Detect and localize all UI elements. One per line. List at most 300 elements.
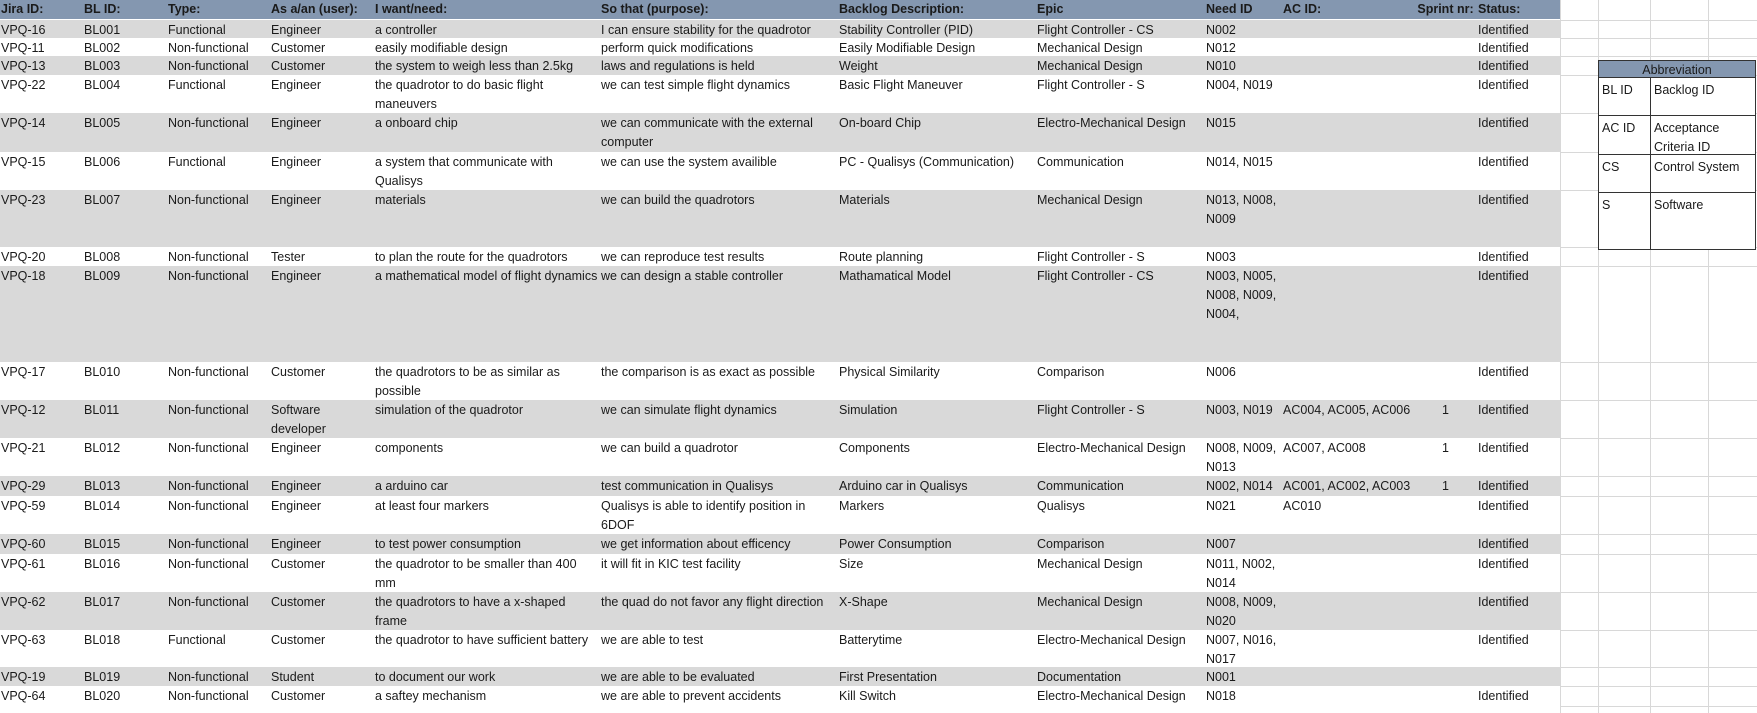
- table-row[interactable]: [0, 152, 1560, 190]
- cell-type[interactable]: Non-functional: [168, 365, 249, 379]
- cell-jira[interactable]: VPQ-14: [1, 116, 46, 130]
- header-want[interactable]: I want/need:: [375, 2, 448, 16]
- cell-as[interactable]: Student: [271, 670, 315, 684]
- cell-status[interactable]: Identified: [1478, 633, 1529, 647]
- table-row[interactable]: [0, 476, 1560, 496]
- abbreviation-key[interactable]: BL ID: [1599, 78, 1651, 115]
- cell-ac[interactable]: [1282, 667, 1413, 686]
- cell-as[interactable]: Engineer: [271, 155, 322, 169]
- cell-status[interactable]: Identified: [1478, 193, 1529, 207]
- cell-type[interactable]: Non-functional: [168, 689, 249, 703]
- cell-status[interactable]: Identified: [1478, 557, 1529, 571]
- cell-so[interactable]: we can simulate flight dynamics: [601, 403, 777, 417]
- table-row[interactable]: [0, 438, 1560, 476]
- cell-need[interactable]: N007: [1206, 537, 1236, 551]
- cell-type[interactable]: Functional: [168, 78, 226, 92]
- cell-jira[interactable]: VPQ-12: [1, 403, 46, 417]
- cell-sprint[interactable]: [1414, 113, 1476, 152]
- cell-backlog[interactable]: Mathamatical Model: [839, 269, 951, 283]
- cell-bl[interactable]: BL003: [84, 59, 121, 73]
- cell-so[interactable]: we can build the quadrotors: [601, 193, 755, 207]
- cell-status[interactable]: Identified: [1478, 499, 1529, 513]
- cell-jira[interactable]: VPQ-15: [1, 155, 46, 169]
- cell-want[interactable]: to document our work: [375, 670, 496, 684]
- cell-epic[interactable]: Mechanical Design: [1037, 193, 1143, 207]
- cell-status[interactable]: Identified: [1478, 441, 1529, 455]
- cell-need[interactable]: N002, N014: [1206, 479, 1273, 493]
- cell-want[interactable]: the quadrotor to do basic flight maneuvers: [375, 78, 544, 111]
- cell-type[interactable]: Functional: [168, 23, 226, 37]
- cell-want[interactable]: a saftey mechanism: [375, 689, 487, 703]
- cell-as[interactable]: Engineer: [271, 116, 322, 130]
- cell-sprint[interactable]: [1414, 152, 1476, 190]
- cell-need[interactable]: N013, N008, N009: [1206, 193, 1277, 226]
- cell-jira[interactable]: VPQ-21: [1, 441, 46, 455]
- cell-epic[interactable]: Mechanical Design: [1037, 557, 1143, 571]
- cell-sprint[interactable]: 1: [1442, 479, 1449, 493]
- grid-line: [1560, 686, 1757, 687]
- cell-ac[interactable]: [1282, 247, 1413, 266]
- abbreviation-table: [1598, 60, 1756, 250]
- cell-bl[interactable]: BL014: [84, 499, 121, 513]
- cell-epic[interactable]: Flight Controller - S: [1037, 78, 1145, 92]
- cell-status[interactable]: Identified: [1478, 537, 1529, 551]
- cell-sprint[interactable]: [1414, 362, 1476, 400]
- cell-jira[interactable]: VPQ-18: [1, 269, 46, 283]
- abbreviation-value[interactable]: Control System: [1654, 160, 1740, 174]
- cell-epic[interactable]: Flight Controller - CS: [1037, 269, 1154, 283]
- grid-line: [1560, 400, 1757, 401]
- cell-as[interactable]: Engineer: [271, 78, 322, 92]
- cell-so[interactable]: we get information about efficency: [601, 537, 791, 551]
- table-row[interactable]: [0, 630, 1560, 667]
- cell-sprint[interactable]: [1414, 534, 1476, 554]
- cell-ac[interactable]: [1282, 630, 1413, 667]
- cell-want[interactable]: materials: [375, 193, 426, 207]
- header-ac-id[interactable]: AC ID:: [1283, 2, 1322, 16]
- header-epic[interactable]: Epic: [1037, 2, 1064, 16]
- cell-so[interactable]: we are able to prevent accidents: [601, 689, 781, 703]
- cell-need[interactable]: N010: [1206, 59, 1236, 73]
- cell-as[interactable]: Engineer: [271, 499, 322, 513]
- cell-bl[interactable]: BL016: [84, 557, 121, 571]
- cell-epic[interactable]: Electro-Mechanical Design: [1037, 689, 1186, 703]
- cell-jira[interactable]: VPQ-16: [1, 23, 46, 37]
- cell-ac[interactable]: [1282, 20, 1413, 38]
- table-row[interactable]: [0, 496, 1560, 534]
- cell-as[interactable]: Engineer: [271, 441, 322, 455]
- cell-sprint[interactable]: [1414, 592, 1476, 630]
- cell-jira[interactable]: VPQ-59: [1, 499, 46, 513]
- cell-want[interactable]: the quadrotors to have a x-shaped frame: [375, 595, 566, 628]
- cell-so[interactable]: we can communicate with the external computer: [601, 116, 813, 149]
- cell-bl[interactable]: BL015: [84, 537, 121, 551]
- cell-epic[interactable]: Documentation: [1037, 670, 1122, 684]
- cell-ac[interactable]: [1282, 554, 1413, 592]
- cell-backlog[interactable]: Route planning: [839, 250, 924, 264]
- cell-need[interactable]: N001: [1206, 670, 1236, 684]
- grid-line: [1560, 554, 1757, 555]
- table-row[interactable]: [0, 592, 1560, 630]
- cell-bl[interactable]: BL006: [84, 155, 121, 169]
- cell-bl[interactable]: BL009: [84, 269, 121, 283]
- cell-sprint[interactable]: [1414, 266, 1476, 362]
- grid-line: [1560, 706, 1757, 707]
- table-row[interactable]: [0, 20, 1560, 38]
- cell-sprint[interactable]: [1414, 630, 1476, 667]
- table-row[interactable]: [0, 190, 1560, 247]
- cell-as[interactable]: Customer: [271, 59, 326, 73]
- cell-backlog[interactable]: Batterytime: [839, 633, 903, 647]
- cell-type[interactable]: Non-functional: [168, 499, 249, 513]
- cell-type[interactable]: Non-functional: [168, 537, 249, 551]
- cell-want[interactable]: a controller: [375, 23, 437, 37]
- cell-need[interactable]: N008, N009, N020: [1206, 595, 1277, 628]
- abbreviation-row[interactable]: [1598, 193, 1756, 250]
- table-row[interactable]: [0, 113, 1560, 152]
- table-row[interactable]: [0, 686, 1560, 706]
- cell-ac[interactable]: [1282, 266, 1413, 362]
- cell-as[interactable]: Customer: [271, 595, 326, 609]
- cell-need[interactable]: N003, N005, N008, N009, N004,: [1206, 269, 1277, 321]
- cell-as[interactable]: Customer: [271, 633, 326, 647]
- cell-bl[interactable]: BL007: [84, 193, 121, 207]
- cell-want[interactable]: a mathematical model of flight dynamics: [375, 269, 598, 283]
- cell-backlog[interactable]: Stability Controller (PID): [839, 23, 974, 37]
- cell-epic[interactable]: Flight Controller - S: [1037, 250, 1145, 264]
- grid-line: [1560, 266, 1757, 267]
- cell-need[interactable]: N003: [1206, 250, 1236, 264]
- cell-type[interactable]: Functional: [168, 633, 226, 647]
- abbreviation-value[interactable]: Acceptance Criteria ID: [1654, 121, 1720, 154]
- cell-type[interactable]: Non-functional: [168, 269, 249, 283]
- cell-bl[interactable]: BL020: [84, 689, 121, 703]
- cell-bl[interactable]: BL011: [84, 403, 120, 417]
- abbreviation-value[interactable]: Backlog ID: [1654, 83, 1715, 97]
- cell-as[interactable]: Customer: [271, 689, 326, 703]
- cell-type[interactable]: Non-functional: [168, 403, 249, 417]
- grid-line: [1560, 20, 1757, 21]
- cell-bl[interactable]: BL012: [84, 441, 121, 455]
- cell-as[interactable]: Customer: [271, 365, 326, 379]
- cell-epic[interactable]: Mechanical Design: [1037, 41, 1143, 55]
- cell-status[interactable]: Identified: [1478, 479, 1529, 493]
- cell-as[interactable]: Tester: [271, 250, 306, 264]
- abbreviation-row[interactable]: [1598, 116, 1756, 155]
- abbreviation-key[interactable]: S: [1599, 193, 1651, 249]
- cell-backlog[interactable]: Arduino car in Qualisys: [839, 479, 968, 493]
- cell-bl[interactable]: BL004: [84, 78, 121, 92]
- grid-line: [1560, 38, 1757, 39]
- cell-sprint[interactable]: [1414, 75, 1476, 113]
- cell-bl[interactable]: BL008: [84, 250, 121, 264]
- header-jira-id[interactable]: Jira ID:: [1, 2, 44, 16]
- cell-ac[interactable]: AC010: [1283, 499, 1322, 513]
- header-need-id[interactable]: Need ID: [1206, 2, 1253, 16]
- cell-epic[interactable]: Communication: [1037, 479, 1124, 493]
- cell-so[interactable]: Qualisys is able to identify position in 6DOF: [601, 499, 806, 532]
- cell-jira[interactable]: VPQ-64: [1, 689, 46, 703]
- cell-sprint[interactable]: 1: [1442, 403, 1449, 417]
- header-bl-id[interactable]: BL ID:: [84, 2, 121, 16]
- cell-jira[interactable]: VPQ-29: [1, 479, 46, 493]
- cell-status[interactable]: Identified: [1478, 595, 1529, 609]
- table-row[interactable]: [0, 534, 1560, 554]
- cell-epic[interactable]: Comparison: [1037, 537, 1105, 551]
- cell-want[interactable]: to plan the route for the quadrotors: [375, 250, 568, 264]
- cell-need[interactable]: N006: [1206, 365, 1236, 379]
- cell-bl[interactable]: BL013: [84, 479, 121, 493]
- cell-jira[interactable]: VPQ-61: [1, 557, 46, 571]
- cell-want[interactable]: the system to weigh less than 2.5kg: [375, 59, 574, 73]
- grid-line: [1560, 362, 1757, 363]
- cell-type[interactable]: Non-functional: [168, 557, 249, 571]
- cell-sprint[interactable]: [1414, 38, 1476, 56]
- cell-backlog[interactable]: Easily Modifiable Design: [839, 41, 976, 55]
- cell-type[interactable]: Non-functional: [168, 441, 249, 455]
- cell-so[interactable]: we can use the system availible: [601, 155, 777, 169]
- header-user[interactable]: As a/an (user):: [271, 2, 358, 16]
- cell-want[interactable]: a onboard chip: [375, 116, 458, 130]
- cell-as[interactable]: Software developer: [271, 403, 326, 436]
- table-row[interactable]: [0, 38, 1560, 56]
- cell-type[interactable]: Non-functional: [168, 59, 249, 73]
- cell-epic[interactable]: Flight Controller - CS: [1037, 23, 1154, 37]
- cell-ac[interactable]: [1282, 190, 1413, 247]
- abbreviation-value[interactable]: Software: [1654, 198, 1704, 212]
- cell-bl[interactable]: BL001: [84, 23, 121, 37]
- cell-sprint[interactable]: [1414, 247, 1476, 266]
- cell-type[interactable]: Non-functional: [168, 670, 249, 684]
- cell-epic[interactable]: Electro-Mechanical Design: [1037, 633, 1186, 647]
- cell-type[interactable]: Functional: [168, 155, 226, 169]
- cell-status[interactable]: Identified: [1478, 78, 1529, 92]
- cell-so[interactable]: we are able to test: [601, 633, 704, 647]
- header-status[interactable]: Status:: [1478, 2, 1521, 16]
- cell-bl[interactable]: BL010: [84, 365, 121, 379]
- cell-need[interactable]: N004, N019: [1206, 78, 1273, 92]
- cell-status[interactable]: Identified: [1478, 250, 1529, 264]
- cell-need[interactable]: N014, N015: [1206, 155, 1273, 169]
- cell-bl[interactable]: BL002: [84, 41, 121, 55]
- cell-as[interactable]: Engineer: [271, 479, 322, 493]
- cell-epic[interactable]: Mechanical Design: [1037, 595, 1143, 609]
- cell-status[interactable]: Identified: [1478, 403, 1529, 417]
- cell-need[interactable]: N002: [1206, 23, 1236, 37]
- grid-line: [1560, 476, 1757, 477]
- cell-so[interactable]: we can design a stable controller: [601, 269, 784, 283]
- cell-jira[interactable]: VPQ-20: [1, 250, 46, 264]
- abbreviation-key[interactable]: AC ID: [1599, 116, 1651, 154]
- cell-jira[interactable]: VPQ-17: [1, 365, 46, 379]
- cell-jira[interactable]: VPQ-13: [1, 59, 46, 73]
- cell-ac[interactable]: [1282, 56, 1413, 75]
- cell-ac[interactable]: [1282, 534, 1413, 554]
- cell-jira[interactable]: VPQ-63: [1, 633, 46, 647]
- cell-epic[interactable]: Mechanical Design: [1037, 59, 1143, 73]
- cell-status[interactable]: Identified: [1478, 59, 1529, 73]
- cell-jira[interactable]: VPQ-22: [1, 78, 46, 92]
- cell-ac[interactable]: AC001, AC002, AC003: [1283, 479, 1411, 493]
- cell-need[interactable]: N012: [1206, 41, 1236, 55]
- header-type[interactable]: Type:: [168, 2, 201, 16]
- table-row[interactable]: [0, 400, 1560, 438]
- cell-as[interactable]: Engineer: [271, 23, 322, 37]
- cell-ac[interactable]: [1282, 152, 1413, 190]
- cell-as[interactable]: Engineer: [271, 193, 322, 207]
- cell-jira[interactable]: VPQ-23: [1, 193, 46, 207]
- cell-as[interactable]: Customer: [271, 557, 326, 571]
- cell-backlog[interactable]: Basic Flight Maneuver: [839, 78, 963, 92]
- cell-backlog[interactable]: X-Shape: [839, 595, 888, 609]
- cell-status[interactable]: Identified: [1478, 41, 1529, 55]
- cell-sprint[interactable]: [1414, 554, 1476, 592]
- cell-want[interactable]: the quadrotors to be as similar as possible: [375, 365, 560, 398]
- cell-sprint[interactable]: 1: [1442, 441, 1449, 455]
- cell-backlog[interactable]: Power Consumption: [839, 537, 952, 551]
- abbreviation-key[interactable]: CS: [1599, 155, 1651, 192]
- cell-want[interactable]: at least four markers: [375, 499, 489, 513]
- table-row[interactable]: [0, 75, 1560, 113]
- cell-need[interactable]: N018: [1206, 689, 1236, 703]
- cell-jira[interactable]: VPQ-19: [1, 670, 46, 684]
- cell-status[interactable]: Identified: [1478, 116, 1529, 130]
- cell-bl[interactable]: BL017: [84, 595, 121, 609]
- table-row[interactable]: [0, 247, 1560, 266]
- cell-backlog[interactable]: Materials: [839, 193, 890, 207]
- grid-line: [1560, 630, 1757, 631]
- cell-backlog[interactable]: Weight: [839, 59, 878, 73]
- cell-type[interactable]: Non-functional: [168, 193, 249, 207]
- grid-line: [1560, 0, 1561, 713]
- grid-line: [1560, 438, 1757, 439]
- cell-status[interactable]: [1477, 667, 1560, 686]
- cell-backlog[interactable]: Size: [839, 557, 864, 571]
- cell-want[interactable]: components: [375, 441, 444, 455]
- cell-type[interactable]: Non-functional: [168, 479, 249, 493]
- cell-type[interactable]: Non-functional: [168, 595, 249, 609]
- table-row[interactable]: [0, 554, 1560, 592]
- cell-type[interactable]: Non-functional: [168, 41, 249, 55]
- cell-ac[interactable]: [1282, 592, 1413, 630]
- grid-line: [1560, 56, 1757, 57]
- table-row[interactable]: [0, 266, 1560, 362]
- cell-ac[interactable]: [1282, 362, 1413, 400]
- cell-as[interactable]: Customer: [271, 41, 326, 55]
- cell-ac[interactable]: AC007, AC008: [1283, 441, 1366, 455]
- cell-epic[interactable]: Electro-Mechanical Design: [1037, 441, 1186, 455]
- cell-need[interactable]: N003, N019: [1206, 403, 1273, 417]
- cell-jira[interactable]: VPQ-60: [1, 537, 46, 551]
- cell-status[interactable]: Identified: [1478, 155, 1529, 169]
- cell-ac[interactable]: [1282, 686, 1413, 706]
- cell-ac[interactable]: AC004, AC005, AC006: [1283, 403, 1411, 417]
- cell-epic[interactable]: Communication: [1037, 155, 1124, 169]
- cell-so[interactable]: we can build a quadrotor: [601, 441, 738, 455]
- cell-so[interactable]: we are able to be evaluated: [601, 670, 755, 684]
- cell-need[interactable]: N015: [1206, 116, 1236, 130]
- cell-sprint[interactable]: [1414, 667, 1476, 686]
- cell-so[interactable]: laws and regulations is held: [601, 59, 755, 73]
- abbreviation-title[interactable]: Abbreviation: [1598, 60, 1756, 78]
- cell-bl[interactable]: BL019: [84, 670, 121, 684]
- table-row[interactable]: [0, 667, 1560, 686]
- cell-sprint[interactable]: [1414, 56, 1476, 75]
- cell-want[interactable]: the quadrotor to have sufficient battery: [375, 633, 589, 647]
- cell-want[interactable]: to test power consumption: [375, 537, 521, 551]
- table-row[interactable]: [0, 362, 1560, 400]
- cell-status[interactable]: Identified: [1478, 23, 1529, 37]
- cell-as[interactable]: Engineer: [271, 537, 322, 551]
- cell-backlog[interactable]: PC - Qualisys (Communication): [839, 155, 1015, 169]
- cell-status[interactable]: Identified: [1478, 365, 1529, 379]
- header-backlog[interactable]: Backlog Description:: [839, 2, 965, 16]
- cell-so[interactable]: the comparison is as exact as possible: [601, 365, 815, 379]
- cell-bl[interactable]: BL018: [84, 633, 121, 647]
- cell-need[interactable]: N007, N016, N017: [1206, 633, 1277, 666]
- cell-ac[interactable]: [1282, 38, 1413, 56]
- cell-backlog[interactable]: Simulation: [839, 403, 898, 417]
- cell-bl[interactable]: BL005: [84, 116, 121, 130]
- cell-backlog[interactable]: Components: [839, 441, 910, 455]
- cell-want[interactable]: simulation of the quadrotor: [375, 403, 524, 417]
- cell-so[interactable]: we can reproduce test results: [601, 250, 765, 264]
- cell-status[interactable]: Identified: [1478, 689, 1529, 703]
- cell-so[interactable]: test communication in Qualisys: [601, 479, 774, 493]
- table-row[interactable]: [0, 56, 1560, 75]
- cell-want[interactable]: the quadrotor to be smaller than 400 mm: [375, 557, 577, 590]
- abbreviation-row[interactable]: [1598, 78, 1756, 116]
- cell-sprint[interactable]: [1414, 20, 1476, 38]
- cell-epic[interactable]: Comparison: [1037, 365, 1105, 379]
- cell-so[interactable]: I can ensure stability for the quadrotor: [601, 23, 811, 37]
- cell-type[interactable]: Non-functional: [168, 116, 249, 130]
- cell-so[interactable]: the quad do not favor any flight direction: [601, 595, 824, 609]
- cell-type[interactable]: Non-functional: [168, 250, 249, 264]
- cell-so[interactable]: we can test simple flight dynamics: [601, 78, 790, 92]
- cell-backlog[interactable]: Kill Switch: [839, 689, 896, 703]
- cell-backlog[interactable]: Physical Similarity: [839, 365, 940, 379]
- cell-epic[interactable]: Flight Controller - S: [1037, 403, 1145, 417]
- cell-ac[interactable]: [1282, 113, 1413, 152]
- cell-backlog[interactable]: On-board Chip: [839, 116, 921, 130]
- cell-backlog[interactable]: Markers: [839, 499, 885, 513]
- cell-need[interactable]: N021: [1206, 499, 1236, 513]
- cell-want[interactable]: a arduino car: [375, 479, 448, 493]
- cell-sprint[interactable]: [1414, 686, 1476, 706]
- cell-as[interactable]: Engineer: [271, 269, 322, 283]
- cell-jira[interactable]: VPQ-11: [1, 41, 45, 55]
- cell-status[interactable]: Identified: [1478, 269, 1529, 283]
- header-sprint[interactable]: Sprint nr:: [1417, 2, 1474, 16]
- cell-sprint[interactable]: [1414, 190, 1476, 247]
- abbreviation-row[interactable]: [1598, 155, 1756, 193]
- grid-line: [1560, 496, 1757, 497]
- cell-backlog[interactable]: First Presentation: [839, 670, 937, 684]
- cell-so[interactable]: it will fit in KIC test facility: [601, 557, 741, 571]
- cell-need[interactable]: N008, N009, N013: [1206, 441, 1277, 474]
- cell-epic[interactable]: Qualisys: [1037, 499, 1085, 513]
- cell-jira[interactable]: VPQ-62: [1, 595, 46, 609]
- cell-sprint[interactable]: [1414, 496, 1476, 534]
- cell-epic[interactable]: Electro-Mechanical Design: [1037, 116, 1186, 130]
- cell-so[interactable]: perform quick modifications: [601, 41, 754, 55]
- cell-need[interactable]: N011, N002, N014: [1206, 557, 1276, 590]
- cell-ac[interactable]: [1282, 75, 1413, 113]
- cell-want[interactable]: easily modifiable design: [375, 41, 508, 55]
- header-purpose[interactable]: So that (purpose):: [601, 2, 709, 16]
- cell-want[interactable]: a system that communicate with Qualisys: [375, 155, 553, 188]
